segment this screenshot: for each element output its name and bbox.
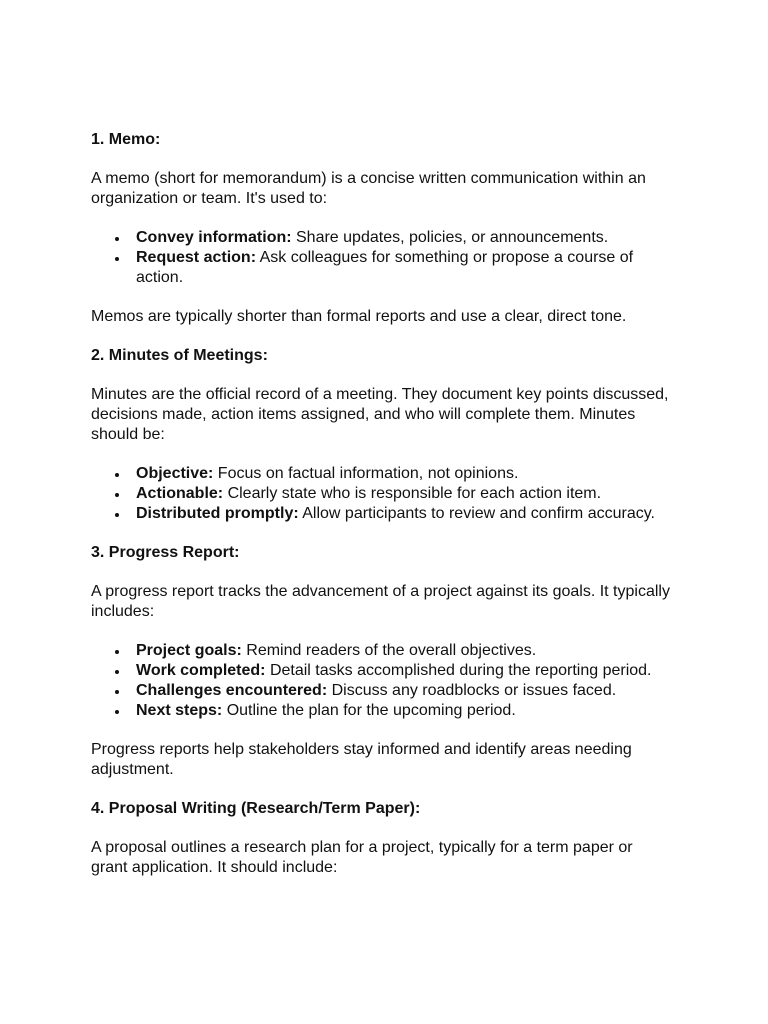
section-intro: A memo (short for memorandum) is a concise written communication within an organization or team. It's used to: <box>91 170 646 207</box>
list-item <box>136 661 671 681</box>
list-item <box>136 484 671 504</box>
bullet-text: Focus on factual information, not opinions. <box>213 465 519 482</box>
bullet-term: Actionable: <box>136 485 224 502</box>
bullet-list <box>91 228 671 288</box>
document-page <box>91 130 671 897</box>
list-item <box>136 228 671 248</box>
bullet-text: Clearly state who is responsible for each action item. <box>223 485 602 502</box>
list-item <box>136 641 671 661</box>
section-minutes <box>91 346 671 524</box>
section-intro: A proposal outlines a research plan for a project, typically for a term paper or grant application. It should include: <box>91 839 633 876</box>
bullet-term: Project goals: <box>136 642 242 659</box>
bullet-term: Request action: <box>136 249 257 266</box>
section-progress-report <box>91 543 671 780</box>
bullet-term: Next steps: <box>136 702 223 719</box>
bullet-text: Remind readers of the overall objectives. <box>241 642 537 659</box>
section-closing: Progress reports help stakeholders stay informed and identify areas needing adjustment. <box>91 741 632 778</box>
section-memo <box>91 130 671 327</box>
section-intro: Minutes are the official record of a meeting. They document key points discussed, decisions made, action items assigned, and who will complete them. Minutes should be: <box>91 386 669 443</box>
bullet-term: Convey information: <box>136 229 292 246</box>
list-item <box>136 464 671 484</box>
section-heading: 2. Minutes of Meetings: <box>91 347 268 364</box>
section-heading: 1. Memo: <box>91 131 161 148</box>
bullet-text: Allow participants to review and confirm accuracy. <box>298 505 655 522</box>
bullet-text: Ask colleagues for something or propose a course of action. <box>136 249 634 286</box>
section-heading: 4. Proposal Writing (Research/Term Paper): <box>91 800 421 817</box>
bullet-list <box>91 464 671 524</box>
list-item <box>136 701 671 721</box>
section-closing: Memos are typically shorter than formal reports and use a clear, direct tone. <box>91 308 627 325</box>
bullet-text: Outline the plan for the upcoming period. <box>222 702 516 719</box>
list-item <box>136 681 671 701</box>
bullet-term: Challenges encountered: <box>136 682 328 699</box>
bullet-text: Discuss any roadblocks or issues faced. <box>327 682 617 699</box>
bullet-text: Share updates, policies, or announcements. <box>291 229 609 246</box>
bullet-term: Distributed promptly: <box>136 505 299 522</box>
list-item <box>136 504 671 524</box>
section-proposal <box>91 799 671 878</box>
bullet-list <box>91 641 671 721</box>
bullet-term: Work completed: <box>136 662 266 679</box>
list-item <box>136 248 671 288</box>
bullet-text: Detail tasks accomplished during the reporting period. <box>265 662 652 679</box>
bullet-term: Objective: <box>136 465 214 482</box>
section-intro: A progress report tracks the advancement of a project against its goals. It typically includes: <box>91 583 670 620</box>
section-heading: 3. Progress Report: <box>91 544 240 561</box>
